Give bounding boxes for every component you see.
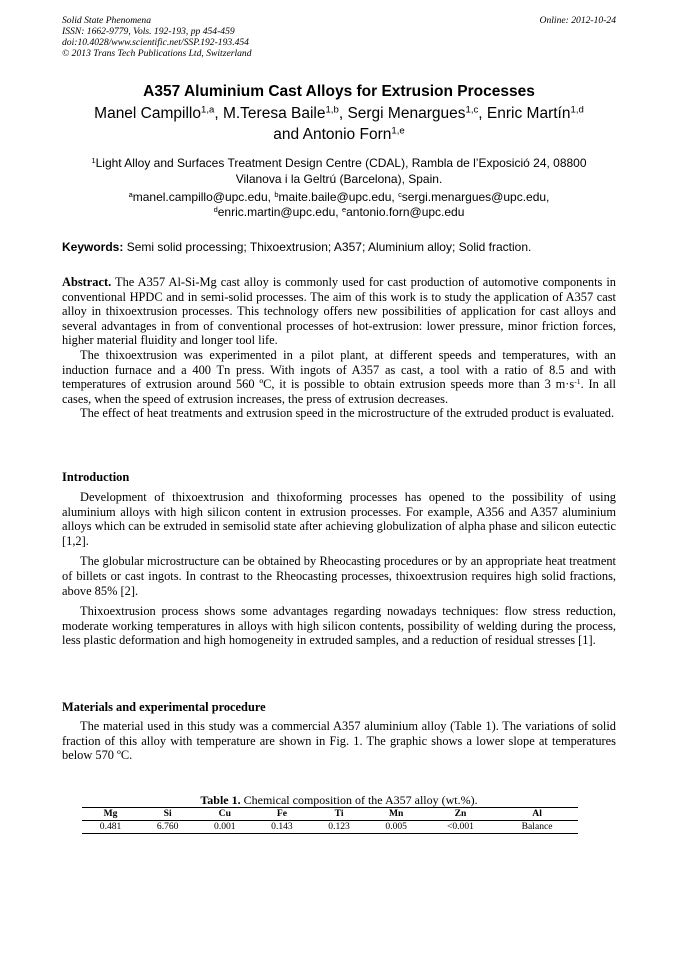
table-header-cell: Ti (334, 808, 344, 819)
paper-title: A357 Aluminium Cast Alloys for Extrusion Processes (143, 83, 535, 100)
journal-header (62, 15, 252, 59)
author-name: Enric Martín (486, 105, 571, 122)
email-sup: b (274, 189, 279, 199)
abstract-paragraph-2-end: . In all cases, when the speed of extrusion increases, the press of extrusion decreases. (62, 377, 616, 406)
table-header-cell: Mg (103, 808, 118, 819)
keywords-text: Semi solid processing; Thixoextrusion; A357; Aluminium alloy; Solid fraction. (126, 240, 532, 254)
table-header-cell: Mn (388, 808, 404, 819)
author-emails (62, 190, 616, 220)
intro-paragraph-1: Development of thixoextrusion and thixoforming processes has opened to the possibility of using aluminium alloys with high silicon content in extrusion processes. For example, A356 and A357 aluminium alloys which can be extruded in semisolid state after achieving globulization of alpha phase and silicon eutectic [1,2]. (62, 490, 616, 548)
author-name: M.Teresa Baile (222, 105, 326, 122)
table-cell: 0.123 (328, 821, 350, 832)
table-cell: Balance (521, 821, 553, 832)
table-header-cell: Cu (218, 808, 231, 819)
section-heading-introduction: Introduction (62, 470, 130, 484)
table-cell: 0.001 (214, 821, 236, 832)
materials-paragraph-1: The material used in this study was a commercial A357 aluminium alloy (Table 1). The variations of solid fraction of this alloy with temperature are shown in Fig. 1. The graphic shows a lower slope at temperatures below 570 ºC. (62, 719, 616, 763)
affiliation (62, 156, 616, 187)
intro-paragraph-3-end: ]. (588, 633, 596, 648)
email-sup: c (398, 189, 402, 199)
table-cell: 0.481 (99, 821, 122, 832)
author-affil-sup: 1,d (570, 104, 584, 116)
table-cell: 0.143 (271, 821, 293, 832)
introduction (62, 490, 616, 648)
materials-section (62, 719, 616, 763)
section-heading-materials: Materials and experimental procedure (62, 700, 266, 714)
issn-line: ISSN: 1662-9779, Vols. 192-193, pp 454-459 (62, 26, 235, 37)
table-header-cell: Fe (276, 808, 287, 819)
table-cell: 0.005 (385, 821, 407, 832)
author-affil-sup: 1,a (200, 104, 215, 116)
author-affil-sup: 1,c (465, 104, 479, 116)
author-name: Manel Campillo (94, 105, 201, 122)
unit-exponent: -1 (574, 376, 581, 386)
table-header-cell: Si (163, 808, 172, 819)
email-sup: e (341, 204, 347, 214)
online-date: Online: 2012-10-24 (539, 15, 616, 26)
abstract-paragraph-2: The thixoextrusion was experimented in a pilot plant, at different speeds and temperatures, with an induction furnace and a 400 Tn press. With ingots of A357 as cast, a tool with a ratio of 8.5 and with temperatures of extrusion around 560 ºC, it is possible to obtain extrusion speeds more than 3 m·s (62, 347, 616, 392)
doi-line: doi:10.4028/www.scientific.net/SSP.192-193.454 (62, 37, 249, 48)
email-sup: d (213, 204, 218, 214)
composition-table (82, 807, 578, 834)
email-link[interactable]: antonio.forn@upc.edu (346, 205, 465, 219)
author-affil-sup: 1,b (325, 104, 339, 116)
table-header-cell: Al (532, 808, 542, 819)
table-caption (62, 793, 616, 808)
email-link[interactable]: manel.campillo@upc.edu, (132, 190, 271, 204)
copyright-line: © 2013 Trans Tech Publications Ltd, Switzerland (62, 48, 252, 59)
author-list: Manel Campillo$^{1,a}$, M.Teresa Baile$^{1,b}$, Sergi Menargues$^{1,c}$, Enric Martín$^{1,d}$ and Antonio Forn$^{1,e}$ (94, 104, 584, 143)
abstract-label: Abstract. (62, 275, 112, 289)
table-cell: <0.001 (446, 821, 474, 832)
author-conjunction: and (273, 126, 300, 143)
author-affil-sup: 1,e (391, 125, 405, 137)
author-name: Sergi Menargues (347, 105, 466, 122)
keywords-label: Keywords: (62, 240, 124, 254)
abstract (62, 275, 616, 421)
email-link[interactable]: maite.baile@upc.edu, (278, 190, 395, 204)
abstract-paragraph-1: The A357 Al-Si-Mg cast alloy is commonly used for cast production of automotive components in conventional HPDC and in semi-solid processes. The aim of this work is to study the application of A357 cast alloy in thixoextrusion processes. This technology offers new possibilities of application for cast alloys and several advantages in from of conventional processes of hot-extrusion: lower pressure, minor friction forces, higher material fluidity and longer tool life. (62, 275, 617, 348)
keywords (62, 240, 618, 255)
journal-name: Solid State Phenomena (62, 15, 151, 26)
affiliation-line-2: Vilanova i la Geltrú (Barcelona), Spain. (235, 171, 443, 186)
table-label: Table 1. (200, 793, 241, 807)
table-cell: 6.760 (156, 821, 179, 832)
abstract-paragraph-3: The effect of heat treatments and extrusion speed in the microstructure of the extruded product is evaluated. (80, 406, 615, 421)
table-caption-text: Chemical composition of the A357 alloy (wt.%). (243, 793, 478, 807)
table-header-row (82, 808, 578, 821)
author-name: Antonio Forn (302, 126, 392, 143)
intro-paragraph-2: The globular microstructure can be obtained by Rheocasting procedures or by an appropriate heat treatment of billets or cast ingots. In contrast to the Rheocasting processes, thixoextrusion requires high solid fractions, above 85% [2]. (62, 554, 616, 598)
email-link[interactable]: enric.martin@upc.edu, (217, 205, 339, 219)
table-header-cell: Zn (454, 808, 467, 819)
affiliation-line-1: Light Alloy and Surfaces Treatment Design Centre (CDAL), Rambla de l’Exposició 24, 08800 (95, 156, 587, 170)
email-link[interactable]: sergi.menargues@upc.edu, (401, 190, 550, 204)
intro-paragraph-3: Thixoextrusion process shows some advantages regarding nowadays techniques: flow stress reduction, moderate working temperatures in alloys with high silicon contents, possibility of welding during the process, less plastic deformation and high homogeneity in extruded samples, and a reduction of residual stresses [1 (62, 604, 616, 648)
table-row (82, 821, 578, 834)
email-sup: a (128, 189, 133, 199)
affiliation-sup: 1 (91, 155, 96, 165)
